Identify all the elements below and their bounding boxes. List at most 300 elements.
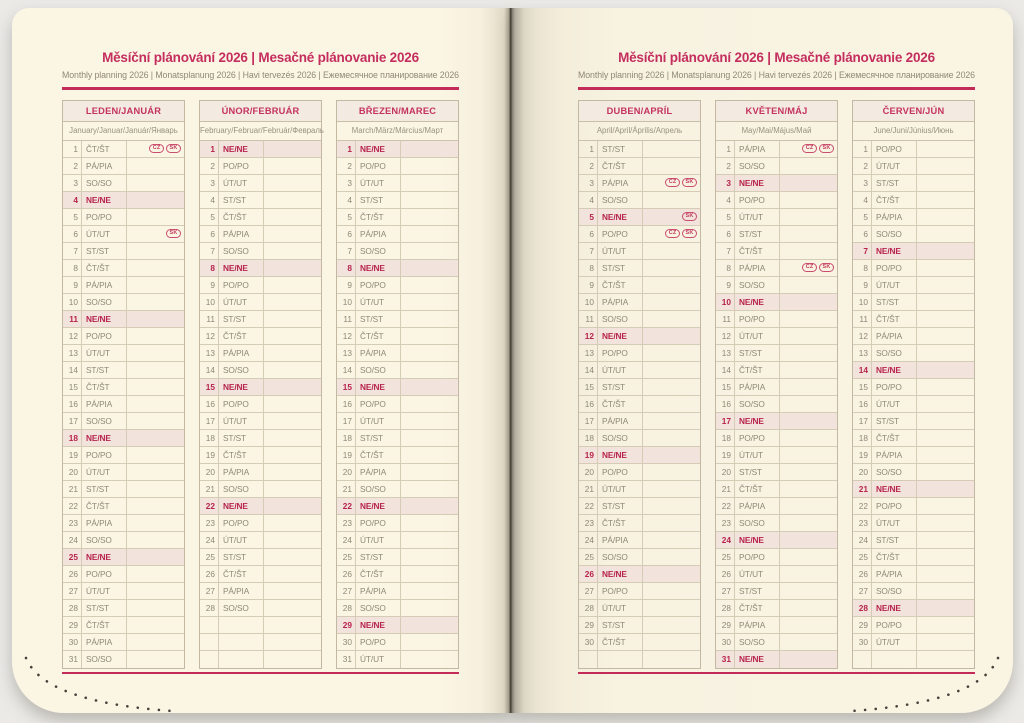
- notes-cell: [643, 175, 700, 191]
- day-number: 10: [200, 294, 219, 310]
- notes-cell: [643, 260, 700, 276]
- notes-cell: [917, 175, 974, 191]
- day-number: 28: [337, 600, 356, 616]
- day-row: [200, 243, 321, 260]
- day-row: [716, 515, 837, 532]
- notes-cell: [264, 566, 321, 582]
- notes-cell: [264, 294, 321, 310]
- notes-cell: [127, 260, 184, 276]
- day-number: 22: [853, 498, 872, 514]
- day-number: 9: [716, 277, 735, 293]
- day-abbreviation: ČT/ŠT: [82, 498, 127, 514]
- day-abbreviation: ÚT/UT: [872, 515, 917, 531]
- day-row: [716, 481, 837, 498]
- day-row: [200, 464, 321, 481]
- notes-cell: [780, 158, 837, 174]
- notes-cell: [780, 651, 837, 668]
- day-abbreviation: NE/NE: [356, 617, 401, 633]
- day-abbreviation: ČT/ŠT: [356, 328, 401, 344]
- day-row: [579, 141, 700, 158]
- notes-cell: [264, 498, 321, 514]
- day-number: 29: [853, 617, 872, 633]
- day-number: 12: [63, 328, 82, 344]
- day-row: [579, 345, 700, 362]
- day-number: 26: [200, 566, 219, 582]
- day-number: 11: [337, 311, 356, 327]
- notes-cell: [127, 311, 184, 327]
- notes-cell: [127, 634, 184, 650]
- month-rows: [337, 141, 458, 668]
- notes-cell: [264, 447, 321, 463]
- day-number: 14: [716, 362, 735, 378]
- day-number: 16: [579, 396, 598, 412]
- day-abbreviation: SO/SO: [82, 651, 127, 668]
- day-row: [337, 396, 458, 413]
- day-number: 25: [853, 549, 872, 565]
- day-row: [63, 634, 184, 651]
- day-number: 22: [579, 498, 598, 514]
- day-abbreviation: NE/NE: [872, 481, 917, 497]
- day-row: [200, 413, 321, 430]
- months-row-left: [62, 100, 459, 669]
- day-abbreviation: ČT/ŠT: [735, 243, 780, 259]
- day-number: 21: [200, 481, 219, 497]
- day-row: [200, 311, 321, 328]
- month-title: ČERVEN/JÚN: [853, 101, 974, 122]
- day-abbreviation: PÁ/PIA: [219, 583, 264, 599]
- notes-cell: [643, 209, 700, 225]
- day-row: [63, 311, 184, 328]
- day-number: 30: [337, 634, 356, 650]
- day-abbreviation: ST/ST: [82, 243, 127, 259]
- month-languages: May/Mai/Május/Май: [716, 122, 837, 141]
- day-row: [200, 532, 321, 549]
- day-row: [200, 260, 321, 277]
- months-row-right: [578, 100, 975, 669]
- day-number: 17: [337, 413, 356, 429]
- day-number: 25: [63, 549, 82, 565]
- day-abbreviation: NE/NE: [356, 379, 401, 395]
- notes-cell: [264, 328, 321, 344]
- day-number: 20: [337, 464, 356, 480]
- day-row: [716, 226, 837, 243]
- notes-cell: [401, 447, 458, 463]
- day-abbreviation: ČT/ŠT: [735, 600, 780, 616]
- day-number: 2: [200, 158, 219, 174]
- day-abbreviation: ČT/ŠT: [219, 328, 264, 344]
- day-abbreviation: ČT/ŠT: [872, 311, 917, 327]
- month-languages: January/Januar/Január/Январь: [63, 122, 184, 141]
- day-row: [853, 447, 974, 464]
- notes-cell: [401, 566, 458, 582]
- day-abbreviation: ÚT/UT: [872, 158, 917, 174]
- day-abbreviation: PO/PO: [735, 192, 780, 208]
- day-row: [716, 243, 837, 260]
- day-row: [337, 277, 458, 294]
- day-abbreviation: SO/SO: [356, 243, 401, 259]
- day-number: 14: [579, 362, 598, 378]
- day-number: 5: [200, 209, 219, 225]
- day-abbreviation: PÁ/PIA: [356, 464, 401, 480]
- day-number: 16: [63, 396, 82, 412]
- day-abbreviation: NE/NE: [735, 651, 780, 668]
- notes-cell: [401, 430, 458, 446]
- day-row: [853, 549, 974, 566]
- day-number: 12: [337, 328, 356, 344]
- day-number: 9: [337, 277, 356, 293]
- day-row: [853, 141, 974, 158]
- day-row: [579, 328, 700, 345]
- day-row: [200, 498, 321, 515]
- day-abbreviation: NE/NE: [219, 141, 264, 157]
- day-abbreviation: ST/ST: [872, 532, 917, 548]
- month-languages: March/März/Március/Март: [337, 122, 458, 141]
- notes-cell: [780, 311, 837, 327]
- day-row: [200, 600, 321, 617]
- day-row: [337, 328, 458, 345]
- notes-cell: [401, 464, 458, 480]
- day-number: 1: [716, 141, 735, 157]
- day-number: 12: [579, 328, 598, 344]
- notes-cell: [917, 243, 974, 259]
- day-row: [716, 583, 837, 600]
- page-subtitle: Monthly planning 2026 | Monatsplanung 2026 | Havi tervezés 2026 | Ежемесячное планирование 2026: [62, 70, 459, 80]
- day-number: 22: [337, 498, 356, 514]
- notes-cell: [127, 345, 184, 361]
- day-row: [716, 311, 837, 328]
- day-abbreviation: ÚT/UT: [872, 634, 917, 650]
- day-number: 17: [63, 413, 82, 429]
- notes-cell: [917, 549, 974, 565]
- day-row: [853, 498, 974, 515]
- day-number: 18: [716, 430, 735, 446]
- day-row: [63, 294, 184, 311]
- day-number: 10: [716, 294, 735, 310]
- day-row: [716, 277, 837, 294]
- day-number: 13: [853, 345, 872, 361]
- month-title: DUBEN/APRÍL: [579, 101, 700, 122]
- notes-cell: [917, 345, 974, 361]
- day-number: 28: [853, 600, 872, 616]
- day-number: 30: [579, 634, 598, 650]
- day-number: 4: [716, 192, 735, 208]
- day-row: [63, 209, 184, 226]
- day-abbreviation: NE/NE: [219, 379, 264, 395]
- page-subtitle: Monthly planning 2026 | Monatsplanung 2026 | Havi tervezés 2026 | Ежемесячное планирование 2026: [578, 70, 975, 80]
- day-row: [200, 362, 321, 379]
- day-number: 11: [200, 311, 219, 327]
- notes-cell: [917, 634, 974, 650]
- day-abbreviation: NE/NE: [735, 175, 780, 191]
- day-row: [200, 277, 321, 294]
- day-abbreviation: PÁ/PIA: [219, 226, 264, 242]
- day-row: [716, 498, 837, 515]
- notes-cell: [780, 379, 837, 395]
- day-abbreviation: PO/PO: [735, 430, 780, 446]
- day-number: 28: [716, 600, 735, 616]
- day-number: 14: [337, 362, 356, 378]
- day-number: 14: [853, 362, 872, 378]
- notes-cell: [264, 617, 321, 633]
- day-abbreviation: [219, 651, 264, 668]
- day-abbreviation: ČT/ŠT: [82, 141, 127, 157]
- day-abbreviation: SO/SO: [872, 345, 917, 361]
- notes-cell: [780, 430, 837, 446]
- day-row: [853, 192, 974, 209]
- notes-cell: [917, 158, 974, 174]
- day-abbreviation: ST/ST: [735, 464, 780, 480]
- notes-cell: [917, 260, 974, 276]
- holiday-badge-sk: SK: [819, 263, 834, 272]
- day-row: [200, 396, 321, 413]
- day-abbreviation: ST/ST: [598, 498, 643, 514]
- day-number: 21: [716, 481, 735, 497]
- day-number: 24: [579, 532, 598, 548]
- month-title: ÚNOR/FEBRUÁR: [200, 101, 321, 122]
- notes-cell: [264, 600, 321, 616]
- day-number: 25: [200, 549, 219, 565]
- notes-cell: [401, 498, 458, 514]
- notes-cell: [401, 549, 458, 565]
- day-row: [853, 396, 974, 413]
- month-table: [852, 100, 975, 669]
- day-abbreviation: SO/SO: [735, 396, 780, 412]
- day-abbreviation: ÚT/UT: [82, 345, 127, 361]
- day-abbreviation: ČT/ŠT: [735, 362, 780, 378]
- day-row: [579, 413, 700, 430]
- day-number: 13: [579, 345, 598, 361]
- day-number: 18: [200, 430, 219, 446]
- day-abbreviation: ÚT/UT: [356, 175, 401, 191]
- day-number: 4: [853, 192, 872, 208]
- notes-cell: [780, 447, 837, 463]
- day-abbreviation: PO/PO: [872, 260, 917, 276]
- day-abbreviation: ÚT/UT: [219, 294, 264, 310]
- notes-cell: [401, 617, 458, 633]
- day-number: 26: [63, 566, 82, 582]
- day-row: [579, 175, 700, 192]
- day-row: [716, 600, 837, 617]
- notes-cell: [264, 158, 321, 174]
- day-row: [579, 600, 700, 617]
- day-number: 29: [716, 617, 735, 633]
- day-row: [579, 362, 700, 379]
- day-number: 31: [337, 651, 356, 668]
- day-abbreviation: [598, 651, 643, 668]
- day-number: 29: [63, 617, 82, 633]
- day-abbreviation: PÁ/PIA: [356, 583, 401, 599]
- day-row: [63, 413, 184, 430]
- day-abbreviation: ČT/ŠT: [872, 430, 917, 446]
- day-abbreviation: ST/ST: [598, 260, 643, 276]
- day-abbreviation: ST/ST: [82, 362, 127, 378]
- holiday-badge-sk: SK: [819, 144, 834, 153]
- day-number: 20: [716, 464, 735, 480]
- day-number: 3: [716, 175, 735, 191]
- notes-cell: [780, 345, 837, 361]
- day-abbreviation: PO/PO: [356, 158, 401, 174]
- day-number: 30: [853, 634, 872, 650]
- notes-cell: [780, 243, 837, 259]
- notes-cell: [127, 498, 184, 514]
- notes-cell: [643, 362, 700, 378]
- day-number: 21: [853, 481, 872, 497]
- notes-cell: [780, 277, 837, 293]
- notes-cell: [643, 226, 700, 242]
- day-number: 25: [716, 549, 735, 565]
- day-number: 13: [63, 345, 82, 361]
- notes-cell: [401, 583, 458, 599]
- notes-cell: [264, 549, 321, 565]
- day-number: 4: [337, 192, 356, 208]
- day-abbreviation: ST/ST: [735, 345, 780, 361]
- day-abbreviation: NE/NE: [598, 566, 643, 582]
- notes-cell: [127, 566, 184, 582]
- notes-cell: [401, 209, 458, 225]
- notes-cell: [643, 345, 700, 361]
- day-abbreviation: ST/ST: [598, 617, 643, 633]
- notes-cell: [264, 481, 321, 497]
- notes-cell: [401, 362, 458, 378]
- notes-cell: [127, 413, 184, 429]
- notes-cell: [401, 651, 458, 668]
- day-abbreviation: ČT/ŠT: [219, 209, 264, 225]
- day-abbreviation: ST/ST: [356, 192, 401, 208]
- day-number: 24: [337, 532, 356, 548]
- day-abbreviation: PO/PO: [82, 566, 127, 582]
- day-row: [63, 651, 184, 668]
- day-number: 1: [337, 141, 356, 157]
- day-abbreviation: NE/NE: [356, 260, 401, 276]
- day-number: 27: [579, 583, 598, 599]
- day-row: [200, 379, 321, 396]
- day-abbreviation: NE/NE: [82, 549, 127, 565]
- day-abbreviation: ST/ST: [82, 600, 127, 616]
- day-row: [200, 192, 321, 209]
- day-row: [853, 566, 974, 583]
- day-number: 19: [337, 447, 356, 463]
- day-row: [853, 209, 974, 226]
- day-number: 19: [63, 447, 82, 463]
- day-number: 28: [63, 600, 82, 616]
- day-number: 1: [853, 141, 872, 157]
- notes-cell: [401, 311, 458, 327]
- notes-cell: [264, 226, 321, 242]
- day-abbreviation: ČT/ŠT: [219, 566, 264, 582]
- day-abbreviation: ST/ST: [356, 311, 401, 327]
- day-number: 30: [63, 634, 82, 650]
- day-row: [63, 447, 184, 464]
- day-row: [63, 600, 184, 617]
- day-number: 27: [853, 583, 872, 599]
- day-row: [337, 192, 458, 209]
- day-number: 19: [853, 447, 872, 463]
- day-row: [63, 192, 184, 209]
- month-rows: [200, 141, 321, 668]
- notes-cell: [780, 328, 837, 344]
- notes-cell: [401, 158, 458, 174]
- day-number: 15: [337, 379, 356, 395]
- day-abbreviation: ST/ST: [356, 549, 401, 565]
- day-row: [337, 362, 458, 379]
- day-row: [63, 379, 184, 396]
- day-abbreviation: PÁ/PIA: [82, 634, 127, 650]
- day-abbreviation: ÚT/UT: [82, 464, 127, 480]
- day-abbreviation: PO/PO: [356, 277, 401, 293]
- day-row: [200, 294, 321, 311]
- day-abbreviation: NE/NE: [735, 532, 780, 548]
- notes-cell: [643, 311, 700, 327]
- day-row: [716, 379, 837, 396]
- day-abbreviation: ÚT/UT: [598, 481, 643, 497]
- day-row: [853, 413, 974, 430]
- notes-cell: [401, 345, 458, 361]
- notes-cell: [127, 192, 184, 208]
- day-row: [337, 634, 458, 651]
- notes-cell: [401, 481, 458, 497]
- day-abbreviation: SO/SO: [219, 600, 264, 616]
- notes-cell: [127, 396, 184, 412]
- day-number: 7: [63, 243, 82, 259]
- notes-cell: [780, 209, 837, 225]
- notes-cell: [264, 651, 321, 668]
- day-number: 19: [716, 447, 735, 463]
- day-abbreviation: PO/PO: [598, 464, 643, 480]
- day-abbreviation: ČT/ŠT: [872, 192, 917, 208]
- notes-cell: [780, 515, 837, 531]
- notes-cell: [780, 583, 837, 599]
- left-page: [12, 8, 511, 713]
- day-number: 2: [716, 158, 735, 174]
- day-number: 7: [853, 243, 872, 259]
- holiday-badge-cz: CZ: [665, 229, 680, 238]
- day-number: 11: [579, 311, 598, 327]
- day-abbreviation: SO/SO: [82, 532, 127, 548]
- day-abbreviation: ČT/ŠT: [735, 481, 780, 497]
- notes-cell: [780, 141, 837, 157]
- day-number: 8: [63, 260, 82, 276]
- day-number: 16: [337, 396, 356, 412]
- day-abbreviation: [219, 634, 264, 650]
- day-row: [853, 328, 974, 345]
- notes-cell: [401, 175, 458, 191]
- day-abbreviation: ČT/ŠT: [82, 260, 127, 276]
- day-abbreviation: PO/PO: [735, 311, 780, 327]
- notes-cell: [401, 634, 458, 650]
- day-abbreviation: PÁ/PIA: [735, 141, 780, 157]
- day-number: 21: [63, 481, 82, 497]
- notes-cell: [401, 243, 458, 259]
- notes-cell: [917, 532, 974, 548]
- day-number: 18: [853, 430, 872, 446]
- day-abbreviation: NE/NE: [872, 243, 917, 259]
- day-row: [716, 396, 837, 413]
- day-row: [716, 362, 837, 379]
- day-abbreviation: PÁ/PIA: [356, 345, 401, 361]
- notes-cell: [917, 328, 974, 344]
- day-row: [579, 617, 700, 634]
- notes-cell: [127, 447, 184, 463]
- day-abbreviation: SO/SO: [598, 192, 643, 208]
- day-number: 23: [579, 515, 598, 531]
- day-abbreviation: NE/NE: [82, 311, 127, 327]
- day-row: [716, 447, 837, 464]
- day-row: [200, 566, 321, 583]
- day-row: [200, 651, 321, 668]
- day-abbreviation: PO/PO: [735, 549, 780, 565]
- day-number: 22: [200, 498, 219, 514]
- holiday-badge-sk: SK: [682, 178, 697, 187]
